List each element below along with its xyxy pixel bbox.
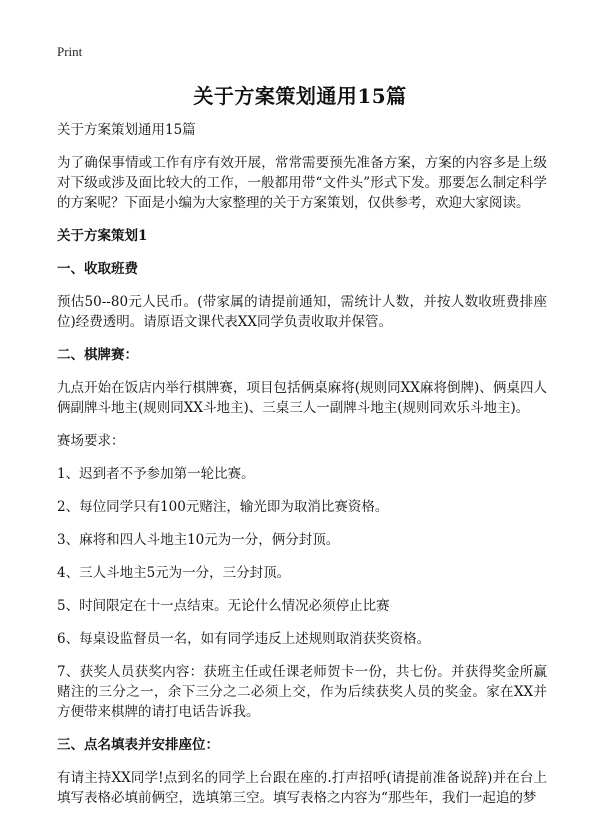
- document-title: 关于方案策划通用15篇: [193, 84, 407, 108]
- rule-item: 5、时间限定在十一点结束。无论什么情况必须停止比赛: [57, 598, 390, 614]
- rule-item: 3、麻将和四人斗地主10元为一分，俩分封顶。: [57, 532, 340, 548]
- document-body: [57, 120, 547, 821]
- subtitle-paragraph: 关于方案策划通用15篇: [57, 122, 196, 138]
- rule-item: 6、每桌设监督员一名，如有同学违反上述规则取消获奖资格。: [57, 631, 431, 647]
- body-paragraph: 有请主持XX同学!点到名的同学上台跟在座的.打声招呼(请提前准备说辞)并在台上填写表格必填前俩空，选填第三空。填写表格之内容为“那些年，我们一起追的梦: [57, 770, 547, 806]
- intro-paragraph: 为了确保事情或工作有序有效开展，常常需要预先准备方案，方案的内容多是上级对下级或涉及面比较大的工作，一般都用带“文件头”形式下发。那要怎么制定科学的方案呢？下面是小编为大家整理的关于方案策划，仅供参考，欢迎大家阅读。: [57, 155, 547, 211]
- rule-item: 7、获奖人员获奖内容：获班主任或任课老师贺卡一份，共七份。并获得奖金所赢赌注的三分之一，余下三分之二必须上交，作为后续获奖人员的奖金。家在XX并方便带来棋牌的请打电话告诉我。: [57, 664, 547, 720]
- body-paragraph: 九点开始在饭店内举行棋牌赛，项目包括俩桌麻将(规则同XX麻将倒牌)、俩桌四人俩副牌斗地主(规则同XX斗地主)、三桌三人一副牌斗地主(规则同欢乐斗地主)。: [57, 380, 547, 416]
- section-heading: 二、棋牌赛：: [57, 347, 138, 363]
- section-heading: 一、收取班费: [57, 261, 138, 277]
- body-paragraph: 赛场要求：: [57, 433, 125, 449]
- section-heading: 三、点名填表并安排座位：: [57, 737, 219, 753]
- rule-item: 1、迟到者不予参加第一轮比赛。: [57, 466, 255, 482]
- rule-item: 2、每位同学只有100元赌注，输光即为取消比赛资格。: [57, 499, 389, 515]
- print-link[interactable]: Print: [57, 44, 83, 59]
- body-paragraph: 预估50--80元人民币。(带家属的请提前通知，需统计人数，并按人数收班费排座位)经费透明。请原语文课代表XX同学负责收取并保管。: [57, 294, 547, 330]
- section-heading: 关于方案策划1: [57, 228, 148, 244]
- rule-item: 4、三人斗地主5元为一分，三分封顶。: [57, 565, 291, 581]
